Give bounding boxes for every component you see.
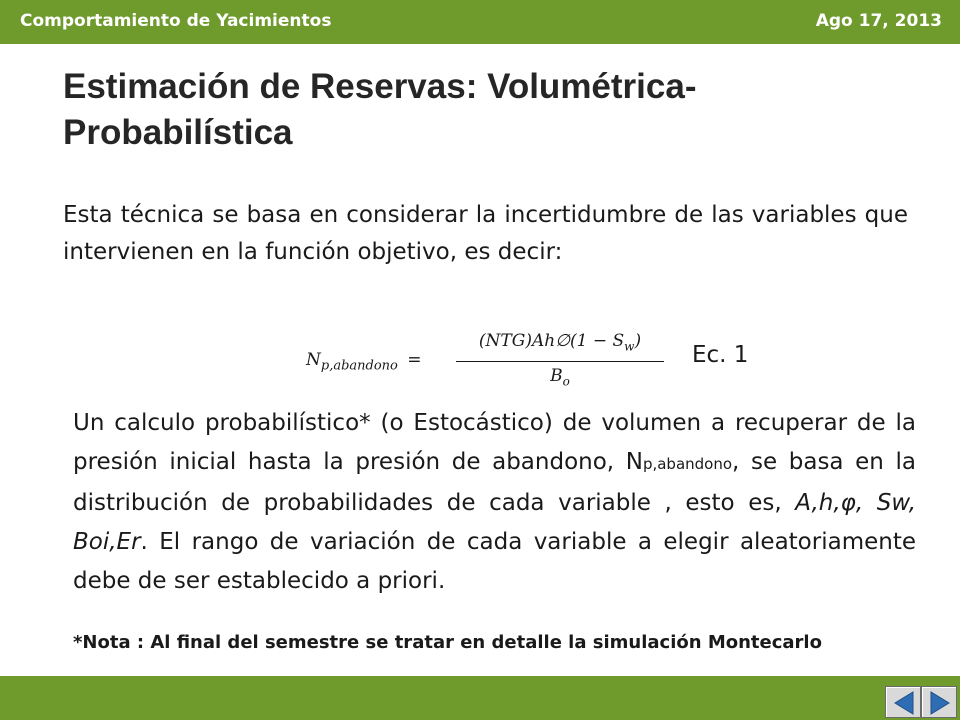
body-part-1: Un calculo probabilístico* (o Estocástico) de volumen a recuperar de la presión inicial hasta la presión de abandono, N	[73, 410, 916, 475]
triangle-left-icon	[886, 687, 922, 719]
equation-numerator	[456, 331, 664, 353]
equation-lhs-symbol: N	[306, 350, 321, 370]
equation-lhs-subscript: p,abandono	[320, 358, 398, 374]
footnote: *Nota : Al final del semestre se tratar en detalle la simulación Montecarlo	[73, 632, 822, 653]
slide-title-line-1: Estimación de Reservas: Volumétrica-	[63, 67, 697, 106]
equation-denominator	[456, 366, 664, 388]
fraction-bar	[456, 361, 664, 362]
body-paragraph	[73, 404, 916, 601]
body-vars: A,h,	[795, 490, 841, 516]
equation-numerator-sub: w	[624, 339, 635, 354]
slide-date: Ago 17, 2013	[815, 11, 942, 31]
body-part-2: , se basa en la distribución de probabilidades de cada variable , esto es,	[73, 449, 917, 516]
header-bar	[0, 0, 960, 44]
equation-label: Ec. 1	[692, 342, 749, 368]
equation-numerator-main: (NTG)Ah∅(1 − S	[478, 331, 625, 351]
equation-denominator-subscript: o	[562, 374, 570, 389]
intro-paragraph: Esta técnica se basa en considerar la incertidumbre de las variables que intervienen en la función objetivo, es decir:	[63, 202, 908, 265]
course-title: Comportamiento de Yacimientos	[20, 11, 332, 31]
phi-symbol: φ	[840, 490, 856, 516]
previous-slide-button[interactable]	[885, 686, 921, 718]
body-part-3: . El rango de variación de cada variable a elegir aleatoriamente debe de ser establecido a priori.	[73, 529, 916, 594]
equation-equals: =	[407, 350, 422, 370]
footer-bar	[0, 676, 960, 720]
triangle-right-icon	[922, 687, 958, 719]
body-vars-2: , Sw, Boi,Er	[73, 490, 917, 555]
equation-lhs	[306, 350, 422, 373]
slide-title-line-2: Probabilística	[63, 113, 293, 152]
body-subscript: p,abandono	[642, 455, 733, 473]
equation-numerator-close: )	[634, 331, 642, 351]
equation-denominator-symbol: B	[550, 366, 563, 386]
slide-title	[63, 64, 763, 156]
next-slide-button[interactable]	[921, 686, 957, 718]
